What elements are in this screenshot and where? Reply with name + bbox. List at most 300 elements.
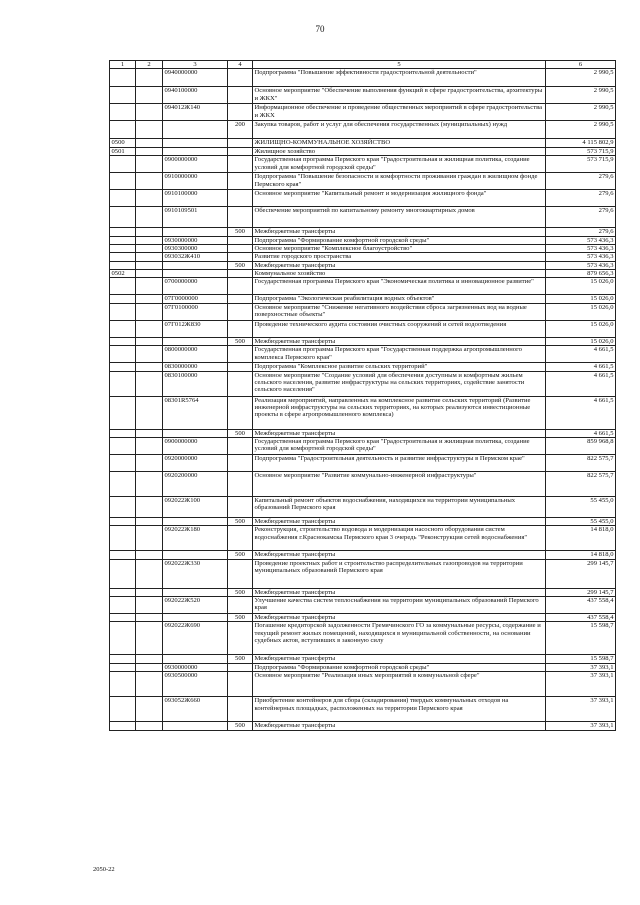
cell-c6: 4 661,5	[546, 346, 616, 363]
cell-c5: Межбюджетные трансферты	[253, 429, 546, 437]
cell-c3	[163, 588, 228, 596]
cell-c2	[136, 278, 163, 295]
cell-c2	[136, 697, 163, 722]
cell-c6: 37 393,1	[546, 672, 616, 697]
cell-c4	[228, 496, 253, 517]
cell-c6: 55 455,0	[546, 496, 616, 517]
cell-c2	[136, 663, 163, 671]
cell-c1	[110, 454, 136, 471]
cell-c5: Межбюджетные трансферты	[253, 722, 546, 730]
cell-c1	[110, 614, 136, 622]
cell-c3: 093032Ж410	[163, 253, 228, 261]
cell-c4	[228, 270, 253, 278]
cell-c1	[110, 261, 136, 269]
table-row	[110, 156, 616, 173]
table-row	[110, 253, 616, 261]
cell-c5: Обеспечение мероприятий по капитальному ремонту многоквартирных домов	[253, 207, 546, 228]
cell-c2	[136, 270, 163, 278]
cell-c4	[228, 396, 253, 429]
table-row	[110, 207, 616, 228]
cell-c1	[110, 559, 136, 588]
cell-c2	[136, 454, 163, 471]
cell-c1	[110, 69, 136, 87]
table-row	[110, 147, 616, 155]
cell-c2	[136, 597, 163, 614]
cell-c5: Подпрограмма "Повышение эффективности градостроительной деятельности"	[253, 69, 546, 87]
table-row	[110, 597, 616, 614]
cell-c5: Основное мероприятие "Капитальный ремонт и модернизация жилищного фонда"	[253, 190, 546, 207]
cell-c3: 0910000000	[163, 173, 228, 190]
table-row	[110, 471, 616, 496]
cell-c1	[110, 295, 136, 303]
cell-c1	[110, 622, 136, 655]
cell-c5: Подпрограмма "Экологическая реабилитация водных объектов"	[253, 295, 546, 303]
table-row	[110, 236, 616, 244]
cell-c6: 879 656,3	[546, 270, 616, 278]
cell-c3: 092022Ж520	[163, 597, 228, 614]
cell-c3	[163, 614, 228, 622]
cell-c3: 08301R5764	[163, 396, 228, 429]
cell-c1	[110, 663, 136, 671]
cell-c5: Государственная программа Пермского края "Градостроительная и жилищная политика, создание условий для комфортной городской среды"	[253, 437, 546, 454]
cell-c1	[110, 121, 136, 139]
cell-c6: 279,6	[546, 228, 616, 236]
cell-c5: ЖИЛИЩНО-КОММУНАЛЬНОЕ ХОЗЯЙСТВО	[253, 139, 546, 147]
header-col-6: 6	[546, 61, 616, 69]
cell-c3	[163, 429, 228, 437]
cell-c4	[228, 156, 253, 173]
cell-c2	[136, 588, 163, 596]
table-row	[110, 337, 616, 345]
cell-c5: Основное мероприятие "Развитие коммунально-инженерной инфраструктуры"	[253, 471, 546, 496]
cell-c3: 0800000000	[163, 346, 228, 363]
cell-c5: Реконструкция, строительство водовода и модернизация насосного оборудования систем водоснабжения г.Краснокамска Пермского края 3 очередь "Реконструкция сетей водоснабжения"	[253, 526, 546, 551]
cell-c1	[110, 173, 136, 190]
cell-c3	[163, 261, 228, 269]
header-col-4: 4	[228, 61, 253, 69]
cell-c4	[228, 371, 253, 396]
cell-c3	[163, 551, 228, 559]
cell-c2	[136, 722, 163, 730]
cell-c4: 500	[228, 655, 253, 663]
cell-c3	[163, 228, 228, 236]
cell-c4	[228, 471, 253, 496]
cell-c1	[110, 672, 136, 697]
header-col-1: 1	[110, 61, 136, 69]
cell-c2	[136, 295, 163, 303]
cell-c6: 299 145,7	[546, 588, 616, 596]
cell-c3: 07Г012Ж830	[163, 320, 228, 337]
cell-c3	[163, 517, 228, 525]
cell-c6: 15 598,7	[546, 622, 616, 655]
table-row	[110, 663, 616, 671]
cell-c1	[110, 526, 136, 551]
cell-c6: 573 436,3	[546, 261, 616, 269]
cell-c4: 500	[228, 588, 253, 596]
cell-c3: 0920200000	[163, 471, 228, 496]
cell-c3	[163, 147, 228, 155]
cell-c6: 573 715,9	[546, 156, 616, 173]
cell-c6: 4 661,5	[546, 396, 616, 429]
cell-c5: Развитие городского пространства	[253, 253, 546, 261]
cell-c1	[110, 87, 136, 104]
cell-c1	[110, 517, 136, 525]
cell-c4	[228, 437, 253, 454]
cell-c2	[136, 236, 163, 244]
cell-c1	[110, 228, 136, 236]
cell-c1	[110, 722, 136, 730]
cell-c4: 500	[228, 429, 253, 437]
cell-c1	[110, 697, 136, 722]
cell-c4	[228, 236, 253, 244]
cell-c3	[163, 337, 228, 345]
cell-c1: 0501	[110, 147, 136, 155]
cell-c3: 0700000000	[163, 278, 228, 295]
cell-c3: 092022Ж330	[163, 559, 228, 588]
table-row	[110, 722, 616, 730]
cell-c4	[228, 697, 253, 722]
cell-c1	[110, 278, 136, 295]
table-row	[110, 396, 616, 429]
cell-c5: Коммунальное хозяйство	[253, 270, 546, 278]
cell-c5: Государственная программа Пермского края "Градостроительная и жилищная политика, создание условий для комфортной городской среды"	[253, 156, 546, 173]
cell-c5: Реализация мероприятий, направленных на комплексное развитие сельских территорий (Развитие инженерной инфраструктуры на сельских территориях, на которых реализуются инвестиционные проекты в сфере агропромышленного комплекса)	[253, 396, 546, 429]
cell-c2	[136, 655, 163, 663]
cell-c6: 4 661,5	[546, 429, 616, 437]
cell-c4: 500	[228, 551, 253, 559]
table-row	[110, 173, 616, 190]
cell-c2	[136, 371, 163, 396]
cell-c1	[110, 236, 136, 244]
cell-c2	[136, 672, 163, 697]
cell-c6: 55 455,0	[546, 517, 616, 525]
cell-c5: Межбюджетные трансферты	[253, 517, 546, 525]
cell-c2	[136, 526, 163, 551]
cell-c1	[110, 320, 136, 337]
table-row	[110, 228, 616, 236]
table-row	[110, 270, 616, 278]
cell-c2	[136, 190, 163, 207]
cell-c5: Подпрограмма "Комплексное развитие сельских территорий"	[253, 363, 546, 371]
cell-c1	[110, 244, 136, 252]
cell-c6: 4 661,5	[546, 363, 616, 371]
cell-c3: 0910100000	[163, 190, 228, 207]
cell-c1	[110, 363, 136, 371]
table-row	[110, 454, 616, 471]
cell-c5: Информационное обеспечение и проведение общественных мероприятий в сфере градостроительства и ЖКХ	[253, 104, 546, 121]
table-row	[110, 429, 616, 437]
cell-c3	[163, 270, 228, 278]
cell-c2	[136, 156, 163, 173]
table-row	[110, 104, 616, 121]
cell-c6: 4 115 802,9	[546, 139, 616, 147]
cell-c4: 500	[228, 517, 253, 525]
header-col-3: 3	[163, 61, 228, 69]
cell-c1	[110, 396, 136, 429]
cell-c2	[136, 173, 163, 190]
cell-c3: 07Г0100000	[163, 303, 228, 320]
cell-c6: 573 715,9	[546, 147, 616, 155]
cell-c4	[228, 363, 253, 371]
cell-c2	[136, 471, 163, 496]
table-row	[110, 346, 616, 363]
cell-c4: 500	[228, 722, 253, 730]
cell-c6: 2 990,5	[546, 87, 616, 104]
cell-c5: Межбюджетные трансферты	[253, 337, 546, 345]
cell-c3	[163, 655, 228, 663]
cell-c4	[228, 622, 253, 655]
table-row	[110, 697, 616, 722]
cell-c3: 092022Ж100	[163, 496, 228, 517]
cell-c2	[136, 139, 163, 147]
cell-c5: Межбюджетные трансферты	[253, 551, 546, 559]
cell-c4	[228, 173, 253, 190]
cell-c4	[228, 672, 253, 697]
cell-c5: Государственная программа Пермского края "Государственная поддержка агропромышленного комплекса Пермского края"	[253, 346, 546, 363]
cell-c6: 437 558,4	[546, 597, 616, 614]
cell-c5: Подпрограмма "Формирование комфортной городской среды"	[253, 663, 546, 671]
cell-c3: 092022Ж180	[163, 526, 228, 551]
cell-c4	[228, 69, 253, 87]
table-row	[110, 526, 616, 551]
cell-c5: Закупка товаров, работ и услуг для обеспечения государственных (муниципальных) нужд	[253, 121, 546, 139]
cell-c5: Основное мероприятие "Комплексное благоустройство"	[253, 244, 546, 252]
table-row	[110, 320, 616, 337]
cell-c2	[136, 104, 163, 121]
cell-c5: Капитальный ремонт объектов водоснабжения, находящихся на территории муниципальных образований Пермского края	[253, 496, 546, 517]
cell-c6: 279,6	[546, 207, 616, 228]
cell-c3	[163, 722, 228, 730]
table-row	[110, 87, 616, 104]
cell-c2	[136, 147, 163, 155]
cell-c4	[228, 559, 253, 588]
header-col-5: 5	[253, 61, 546, 69]
cell-c6: 279,6	[546, 173, 616, 190]
cell-c4	[228, 663, 253, 671]
cell-c3: 0930500000	[163, 672, 228, 697]
cell-c6: 2 990,5	[546, 104, 616, 121]
cell-c1	[110, 190, 136, 207]
cell-c5: Приобретение контейнеров для сбора (складирования) твердых коммунальных отходов на контейнерных площадках, расположенных на территории Пермского края	[253, 697, 546, 722]
cell-c3: 0930000000	[163, 236, 228, 244]
cell-c2	[136, 337, 163, 345]
cell-c4	[228, 87, 253, 104]
cell-c4	[228, 346, 253, 363]
table-row	[110, 295, 616, 303]
cell-c3: 0920000000	[163, 454, 228, 471]
cell-c1	[110, 655, 136, 663]
cell-c5: Проведение технического аудита состояния очистных сооружений и сетей водоотведения	[253, 320, 546, 337]
cell-c6: 573 436,3	[546, 236, 616, 244]
cell-c3: 0940100000	[163, 87, 228, 104]
cell-c1: 0502	[110, 270, 136, 278]
cell-c2	[136, 320, 163, 337]
cell-c5: Государственная программа Пермского края "Экономическая политика и инновационное развитие"	[253, 278, 546, 295]
cell-c4: 500	[228, 261, 253, 269]
table-row	[110, 614, 616, 622]
cell-c1	[110, 371, 136, 396]
cell-c4	[228, 303, 253, 320]
table-row	[110, 622, 616, 655]
table-row	[110, 655, 616, 663]
cell-c6: 573 436,3	[546, 253, 616, 261]
table-row	[110, 278, 616, 295]
cell-c1	[110, 551, 136, 559]
cell-c6: 37 393,1	[546, 697, 616, 722]
cell-c2	[136, 517, 163, 525]
cell-c3: 0940000000	[163, 69, 228, 87]
cell-c3: 092022Ж690	[163, 622, 228, 655]
table-row	[110, 121, 616, 139]
cell-c2	[136, 261, 163, 269]
cell-c2	[136, 437, 163, 454]
cell-c2	[136, 622, 163, 655]
cell-c2	[136, 363, 163, 371]
table-row	[110, 363, 616, 371]
cell-c5: Основное мероприятие "Обеспечение выполнения функций в сфере градостроительства, архитектуры и ЖКХ"	[253, 87, 546, 104]
cell-c1	[110, 303, 136, 320]
cell-c5: Основное мероприятие "Создание условий для обеспечения доступным и комфортным жильем сельского населения, развитие инфраструктуры на сельских территориях, содействие занятости сельского населения"	[253, 371, 546, 396]
cell-c2	[136, 87, 163, 104]
cell-c4	[228, 320, 253, 337]
cell-c3: 07Г0000000	[163, 295, 228, 303]
cell-c6: 2 990,5	[546, 69, 616, 87]
cell-c6: 15 026,0	[546, 278, 616, 295]
cell-c6: 822 575,7	[546, 471, 616, 496]
cell-c5: Основное мероприятие "Снижение негативного воздействия сброса загрязненных вод на водные поверхностные объекты"	[253, 303, 546, 320]
cell-c4	[228, 104, 253, 121]
cell-c1	[110, 346, 136, 363]
cell-c2	[136, 244, 163, 252]
cell-c5: Межбюджетные трансферты	[253, 614, 546, 622]
cell-c3: 0830100000	[163, 371, 228, 396]
cell-c3: 094012Ж140	[163, 104, 228, 121]
table-row	[110, 672, 616, 697]
cell-c4: 500	[228, 337, 253, 345]
cell-c4	[228, 253, 253, 261]
cell-c5: Межбюджетные трансферты	[253, 261, 546, 269]
cell-c1	[110, 207, 136, 228]
table-row	[110, 190, 616, 207]
cell-c6: 15 026,0	[546, 303, 616, 320]
cell-c6: 822 575,7	[546, 454, 616, 471]
cell-c6: 37 393,1	[546, 663, 616, 671]
cell-c2	[136, 121, 163, 139]
cell-c4	[228, 147, 253, 155]
cell-c5: Межбюджетные трансферты	[253, 228, 546, 236]
cell-c4: 500	[228, 228, 253, 236]
cell-c1	[110, 471, 136, 496]
table-row	[110, 588, 616, 596]
cell-c4	[228, 244, 253, 252]
cell-c1	[110, 496, 136, 517]
cell-c3	[163, 139, 228, 147]
cell-c3: 0900000000	[163, 437, 228, 454]
table-header	[110, 61, 616, 69]
table-row	[110, 551, 616, 559]
cell-c2	[136, 69, 163, 87]
cell-c3: 0910109501	[163, 207, 228, 228]
cell-c2	[136, 614, 163, 622]
cell-c3: 0930300000	[163, 244, 228, 252]
cell-c2	[136, 429, 163, 437]
cell-c3: 0900000000	[163, 156, 228, 173]
cell-c5: Подпрограмма "Повышение безопасности и комфортности проживания граждан в жилищном фонде Пермского края"	[253, 173, 546, 190]
cell-c4: 200	[228, 121, 253, 139]
table-row	[110, 244, 616, 252]
cell-c5: Межбюджетные трансферты	[253, 655, 546, 663]
cell-c1	[110, 253, 136, 261]
cell-c2	[136, 346, 163, 363]
cell-c5: Подпрограмма "Градостроительная деятельность и развитие инфраструктуры в Пермском крае"	[253, 454, 546, 471]
cell-c1	[110, 437, 136, 454]
cell-c2	[136, 396, 163, 429]
cell-c2	[136, 559, 163, 588]
cell-c1	[110, 597, 136, 614]
header-col-2: 2	[136, 61, 163, 69]
cell-c4	[228, 597, 253, 614]
cell-c5: Улучшение качества систем теплоснабжения на территории муниципальных образований Пермского края	[253, 597, 546, 614]
table-row	[110, 559, 616, 588]
cell-c6: 2 990,5	[546, 121, 616, 139]
cell-c2	[136, 551, 163, 559]
table-body	[110, 69, 616, 730]
cell-c6: 14 818,0	[546, 526, 616, 551]
table-row	[110, 496, 616, 517]
page-number: 70	[315, 24, 325, 34]
cell-c1	[110, 104, 136, 121]
footer-code: 2050-22	[93, 866, 115, 873]
cell-c4	[228, 295, 253, 303]
cell-c4	[228, 526, 253, 551]
cell-c1: 0500	[110, 139, 136, 147]
cell-c5: Проведение проектных работ и строительство распределительных газопроводов на территории муниципальных образований Пермского края	[253, 559, 546, 588]
table-row	[110, 303, 616, 320]
cell-c2	[136, 228, 163, 236]
cell-c5: Подпрограмма "Формирование комфортной городской среды"	[253, 236, 546, 244]
table-row	[110, 69, 616, 87]
cell-c3: 0930000000	[163, 663, 228, 671]
cell-c1	[110, 588, 136, 596]
cell-c1	[110, 156, 136, 173]
cell-c6: 15 026,0	[546, 320, 616, 337]
cell-c6: 437 558,4	[546, 614, 616, 622]
cell-c6: 859 968,8	[546, 437, 616, 454]
cell-c1	[110, 429, 136, 437]
cell-c3	[163, 121, 228, 139]
cell-c6: 573 436,3	[546, 244, 616, 252]
cell-c6: 15 026,0	[546, 295, 616, 303]
cell-c6: 279,6	[546, 190, 616, 207]
cell-c5: Погашение кредиторской задолженности Гремячинского ГО за коммунальные ресурсы, содержание и текущий ремонт жилых помещений, находящихся в муниципальной собственности, на основании судебных актов, вступивших в законную силу	[253, 622, 546, 655]
cell-c6: 37 393,1	[546, 722, 616, 730]
table-row	[110, 261, 616, 269]
table-row	[110, 371, 616, 396]
table-row	[110, 437, 616, 454]
cell-c5: Основное мероприятие "Реализация иных мероприятий в коммунальной сфере"	[253, 672, 546, 697]
cell-c4	[228, 454, 253, 471]
cell-c3: 0830000000	[163, 363, 228, 371]
cell-c6: 4 661,5	[546, 371, 616, 396]
cell-c5: Жилищное хозяйство	[253, 147, 546, 155]
cell-c6: 15 598,7	[546, 655, 616, 663]
table-row	[110, 139, 616, 147]
cell-c6: 14 818,0	[546, 551, 616, 559]
budget-table	[109, 60, 616, 731]
cell-c4	[228, 190, 253, 207]
cell-c4	[228, 278, 253, 295]
cell-c5: Межбюджетные трансферты	[253, 588, 546, 596]
